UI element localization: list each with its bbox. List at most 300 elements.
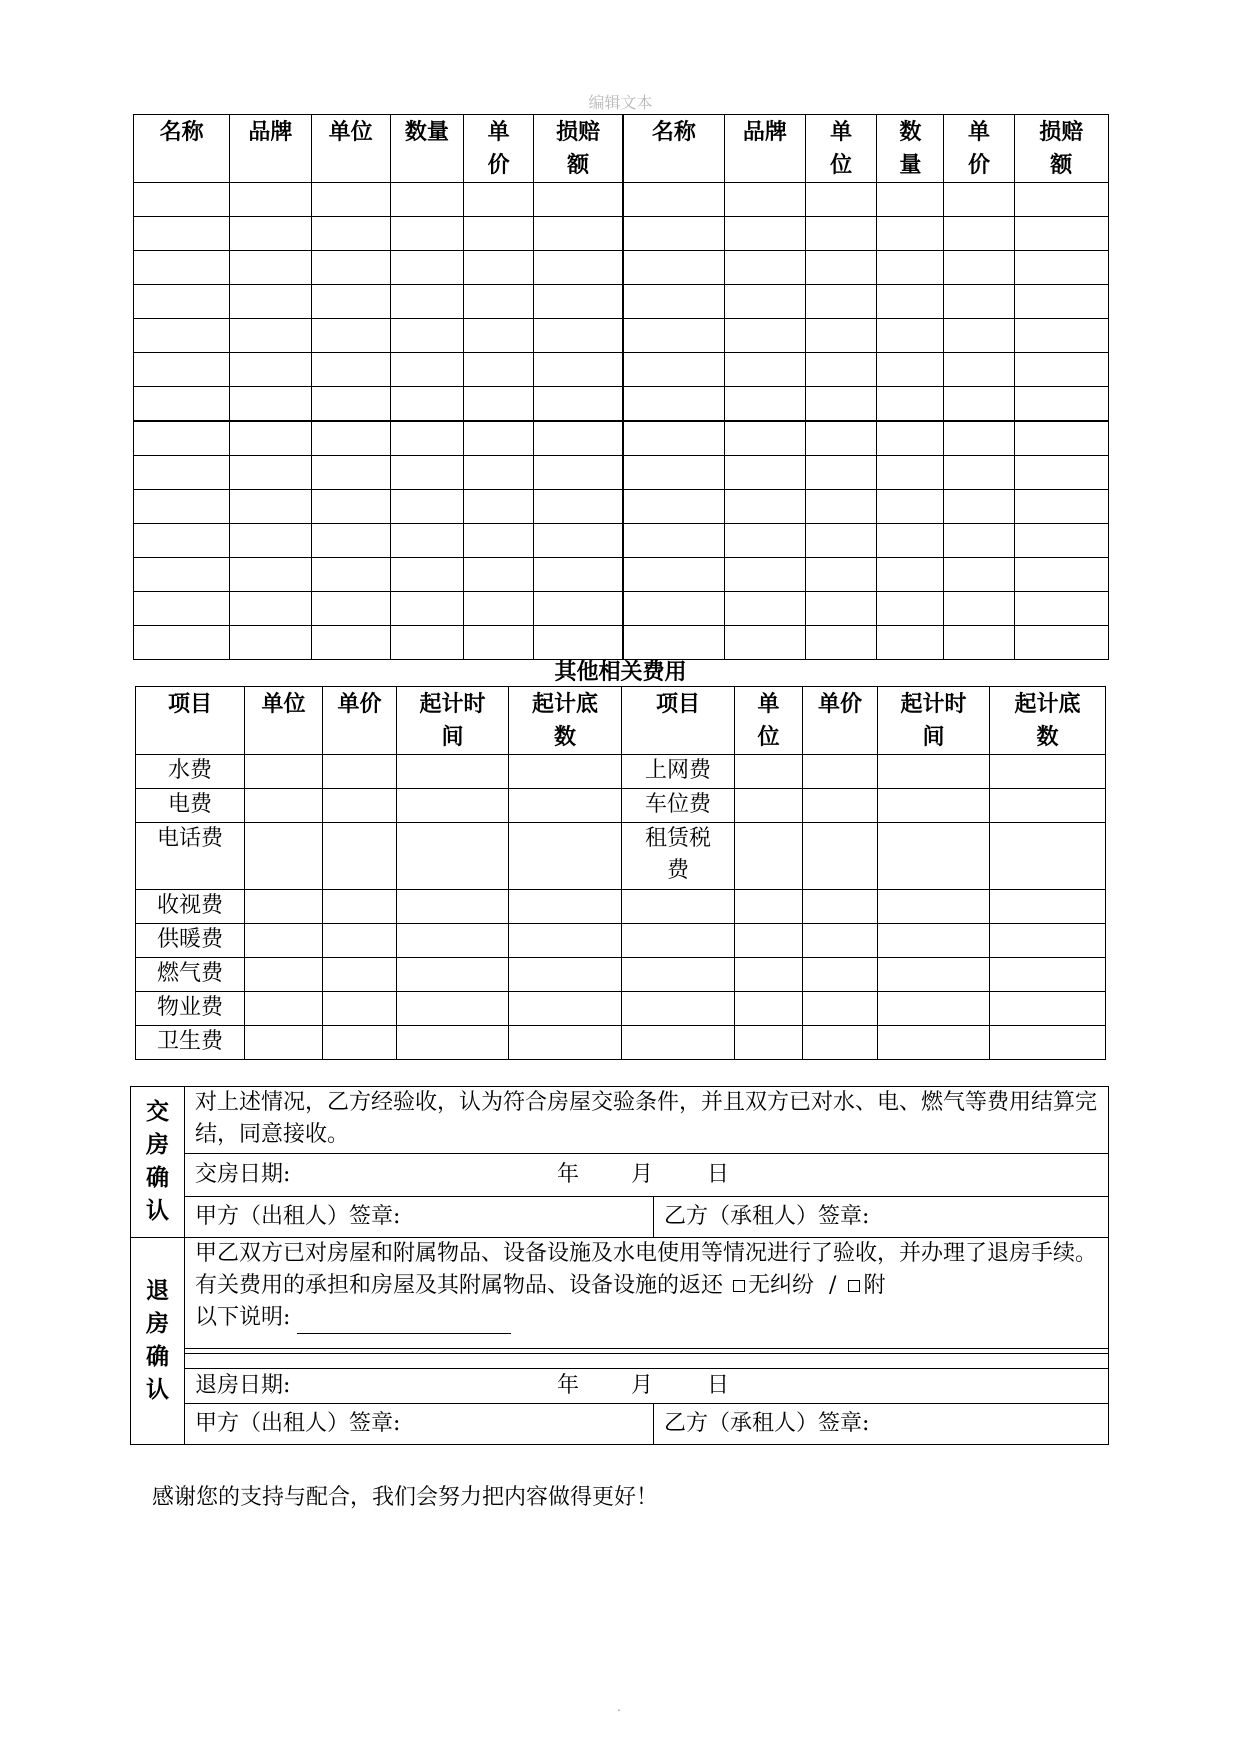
damage-cell[interactable] (806, 456, 877, 490)
handover-month-label: 月 (631, 1162, 654, 1187)
handover-date-cell (185, 1154, 1109, 1197)
damage-cell[interactable] (463, 421, 533, 456)
damage-cell[interactable] (311, 490, 390, 524)
header-cell: 单 位 (806, 115, 877, 183)
damage-cell[interactable] (944, 217, 1014, 251)
fee-cell[interactable] (735, 958, 803, 992)
damage-cell[interactable] (134, 387, 230, 422)
damage-cell[interactable] (806, 490, 877, 524)
damage-cell[interactable] (534, 592, 623, 626)
fee-cell[interactable] (878, 789, 990, 823)
damage-cell[interactable] (311, 387, 390, 422)
fee-cell[interactable] (397, 755, 509, 789)
damage-cell[interactable] (1014, 387, 1108, 422)
damage-row (134, 251, 1109, 285)
damage-cell[interactable] (534, 319, 623, 353)
damage-cell[interactable] (1014, 251, 1108, 285)
fee-cell[interactable] (323, 823, 397, 890)
damage-row (134, 524, 1109, 558)
header-cell: 项目 (136, 687, 245, 755)
damage-cell[interactable] (390, 251, 463, 285)
fee-cell[interactable] (397, 1026, 509, 1060)
damage-row (134, 456, 1109, 490)
fee-item-name (622, 890, 735, 924)
fee-cell[interactable] (509, 958, 622, 992)
fee-cell[interactable] (990, 1026, 1106, 1060)
handover-date-label: 交房日期: (195, 1162, 291, 1187)
damage-cell[interactable] (877, 524, 944, 558)
damage-cell[interactable] (134, 592, 230, 626)
damage-cell[interactable] (311, 558, 390, 592)
damage-cell[interactable] (1014, 421, 1108, 456)
damage-cell[interactable] (390, 217, 463, 251)
damage-cell[interactable] (623, 285, 724, 319)
damage-cell[interactable] (623, 558, 724, 592)
damage-row (134, 217, 1109, 251)
damage-cell[interactable] (806, 524, 877, 558)
damage-cell[interactable] (1014, 319, 1108, 353)
damage-cell[interactable] (877, 592, 944, 626)
fee-cell[interactable] (990, 755, 1106, 789)
fee-cell[interactable] (878, 924, 990, 958)
damage-cell[interactable] (134, 183, 230, 217)
fee-cell[interactable] (323, 1026, 397, 1060)
fee-cell[interactable] (803, 958, 878, 992)
damage-cell[interactable] (724, 387, 805, 422)
damage-cell[interactable] (806, 251, 877, 285)
damage-cell[interactable] (724, 456, 805, 490)
handover-party-b-signature: 乙方（承租人）签章: (654, 1197, 1109, 1238)
checkout-day-label: 日 (707, 1373, 730, 1398)
damage-cell[interactable] (534, 387, 623, 422)
damage-cell[interactable] (230, 421, 311, 456)
fee-cell[interactable] (245, 823, 323, 890)
fee-cell[interactable] (878, 823, 990, 890)
damage-cell[interactable] (623, 353, 724, 387)
damage-cell[interactable] (944, 319, 1014, 353)
damage-cell[interactable] (1014, 456, 1108, 490)
fee-cell[interactable] (735, 755, 803, 789)
fee-cell[interactable] (509, 890, 622, 924)
fee-cell[interactable] (803, 890, 878, 924)
fee-cell[interactable] (323, 789, 397, 823)
fee-cell[interactable] (509, 924, 622, 958)
fee-item-name: 电话费 (136, 823, 245, 890)
checkout-statement: 甲乙双方已对房屋和附属物品、设备设施及水电使用等情况进行了验收，并办理了退房手续。有关费用的承担和房屋及其附属物品、设备设施的返还 (195, 1241, 1098, 1298)
damage-cell[interactable] (134, 456, 230, 490)
damage-cell[interactable] (463, 524, 533, 558)
damage-row (134, 592, 1109, 626)
damage-cell[interactable] (463, 387, 533, 422)
damage-cell[interactable] (463, 353, 533, 387)
damage-row (134, 319, 1109, 353)
handover-day-label: 日 (707, 1162, 730, 1187)
damage-cell[interactable] (230, 285, 311, 319)
damage-cell[interactable] (134, 524, 230, 558)
header-cell: 起计底 数 (509, 687, 622, 755)
fee-cell[interactable] (803, 789, 878, 823)
damage-row (134, 387, 1109, 422)
damage-cell[interactable] (390, 592, 463, 626)
fee-cell[interactable] (323, 924, 397, 958)
damage-cell[interactable] (230, 524, 311, 558)
damage-cell[interactable] (877, 217, 944, 251)
fee-row (136, 789, 1106, 823)
damage-cell[interactable] (230, 183, 311, 217)
damage-cell[interactable] (134, 421, 230, 456)
damage-cell[interactable] (724, 353, 805, 387)
damage-cell[interactable] (877, 456, 944, 490)
damage-cell[interactable] (390, 319, 463, 353)
damage-cell[interactable] (534, 217, 623, 251)
damage-cell[interactable] (944, 558, 1014, 592)
damage-cell[interactable] (463, 319, 533, 353)
damage-cell[interactable] (230, 387, 311, 422)
fee-cell[interactable] (735, 1026, 803, 1060)
fee-item-name: 水费 (136, 755, 245, 789)
damage-row (134, 490, 1109, 524)
header-cell: 起计底 数 (990, 687, 1106, 755)
damage-row (134, 421, 1109, 456)
damage-cell[interactable] (806, 353, 877, 387)
damage-cell[interactable] (534, 490, 623, 524)
fee-cell[interactable] (323, 890, 397, 924)
damage-cell[interactable] (623, 490, 724, 524)
fee-cell[interactable] (397, 789, 509, 823)
damage-cell[interactable] (944, 285, 1014, 319)
fee-item-name (622, 1026, 735, 1060)
checkout-date-label: 退房日期: (195, 1373, 291, 1398)
checkout-month-label: 月 (631, 1373, 654, 1398)
damage-row (134, 285, 1109, 319)
fee-cell[interactable] (878, 958, 990, 992)
damage-cell[interactable] (390, 387, 463, 422)
fee-cell[interactable] (803, 755, 878, 789)
damage-cell[interactable] (623, 251, 724, 285)
checkout-party-a-signature: 甲方（出租人）签章: (185, 1404, 654, 1445)
damage-cell[interactable] (806, 421, 877, 456)
fee-item-name (622, 958, 735, 992)
damage-cell[interactable] (724, 524, 805, 558)
handover-statement: 对上述情况，乙方经验收，认为符合房屋交验条件，并且双方已对水、电、燃气等费用结算完结，同意接收。 (185, 1087, 1109, 1154)
damage-cell[interactable] (311, 353, 390, 387)
damage-cell[interactable] (724, 217, 805, 251)
fee-cell[interactable] (803, 823, 878, 890)
option-separator: / (829, 1273, 837, 1298)
checkout-side-label: 退 房 确 认 (131, 1238, 185, 1445)
damage-cell[interactable] (311, 217, 390, 251)
fee-cell[interactable] (323, 958, 397, 992)
header-cell: 品牌 (724, 115, 805, 183)
fee-cell[interactable] (245, 1026, 323, 1060)
header-cell: 品牌 (230, 115, 311, 183)
fee-cell[interactable] (735, 992, 803, 1026)
header-cell: 损赔 额 (534, 115, 623, 183)
header-cell: 项目 (622, 687, 735, 755)
damage-cell[interactable] (1014, 592, 1108, 626)
damage-cell[interactable] (463, 558, 533, 592)
fee-row (136, 958, 1106, 992)
fee-cell[interactable] (245, 755, 323, 789)
fee-cell[interactable] (735, 924, 803, 958)
damage-cell[interactable] (463, 456, 533, 490)
header-cell: 单 价 (944, 115, 1014, 183)
damage-cell[interactable] (311, 524, 390, 558)
damage-compensation-table (133, 114, 1109, 660)
damage-cell[interactable] (230, 217, 311, 251)
damage-cell[interactable] (806, 319, 877, 353)
damage-cell[interactable] (311, 251, 390, 285)
thanks-message: 感谢您的支持与配合，我们会努力把内容做得更好！ (152, 1485, 659, 1510)
fee-cell[interactable] (735, 823, 803, 890)
note-label: 以下说明: (195, 1305, 291, 1330)
damage-cell[interactable] (534, 558, 623, 592)
fee-cell[interactable] (397, 992, 509, 1026)
fee-cell[interactable] (878, 1026, 990, 1060)
damage-cell[interactable] (230, 251, 311, 285)
damage-cell[interactable] (806, 592, 877, 626)
damage-cell[interactable] (463, 251, 533, 285)
damage-cell[interactable] (134, 490, 230, 524)
damage-cell[interactable] (534, 456, 623, 490)
fee-row (136, 823, 1106, 890)
damage-cell[interactable] (230, 456, 311, 490)
header-cell: 数 量 (877, 115, 944, 183)
damage-cell[interactable] (623, 183, 724, 217)
damage-cell[interactable] (806, 285, 877, 319)
damage-cell[interactable] (1014, 183, 1108, 217)
fee-cell[interactable] (735, 890, 803, 924)
damage-cell[interactable] (944, 524, 1014, 558)
header-cell: 名称 (623, 115, 724, 183)
damage-cell[interactable] (877, 490, 944, 524)
fee-cell[interactable] (397, 823, 509, 890)
checkout-statement-cell (185, 1238, 1109, 1369)
note-continuation-line (185, 1348, 1108, 1354)
fee-cell[interactable] (803, 924, 878, 958)
damage-cell[interactable] (134, 285, 230, 319)
damage-cell[interactable] (806, 558, 877, 592)
damage-cell[interactable] (311, 285, 390, 319)
damage-cell[interactable] (944, 592, 1014, 626)
damage-cell[interactable] (534, 251, 623, 285)
fee-cell[interactable] (878, 992, 990, 1026)
header-cell: 起计时 间 (397, 687, 509, 755)
damage-cell[interactable] (623, 421, 724, 456)
fee-cell[interactable] (397, 924, 509, 958)
damage-cell[interactable] (311, 421, 390, 456)
damage-cell[interactable] (623, 456, 724, 490)
damage-cell[interactable] (390, 456, 463, 490)
damage-cell[interactable] (944, 421, 1014, 456)
fee-item-name: 物业费 (136, 992, 245, 1026)
damage-cell[interactable] (623, 319, 724, 353)
damage-cell[interactable] (623, 217, 724, 251)
note-blank-line[interactable] (297, 1309, 511, 1334)
damage-cell[interactable] (944, 490, 1014, 524)
fee-cell[interactable] (245, 924, 323, 958)
header-cell: 单 位 (735, 687, 803, 755)
damage-cell[interactable] (877, 285, 944, 319)
damage-cell[interactable] (724, 490, 805, 524)
checkout-party-b-signature: 乙方（承租人）签章: (654, 1404, 1109, 1445)
damage-cell[interactable] (534, 524, 623, 558)
damage-row (134, 183, 1109, 217)
damage-cell[interactable] (390, 285, 463, 319)
damage-cell[interactable] (230, 353, 311, 387)
damage-cell[interactable] (230, 490, 311, 524)
damage-cell[interactable] (944, 251, 1014, 285)
damage-cell[interactable] (724, 251, 805, 285)
fee-cell[interactable] (245, 958, 323, 992)
fees-section-title: 其他相关费用 (554, 660, 687, 685)
damage-cell[interactable] (944, 353, 1014, 387)
damage-cell[interactable] (390, 421, 463, 456)
damage-cell[interactable] (877, 558, 944, 592)
damage-cell[interactable] (534, 285, 623, 319)
damage-cell[interactable] (230, 592, 311, 626)
fee-cell[interactable] (803, 1026, 878, 1060)
header-cell: 单位 (311, 115, 390, 183)
fee-row (136, 992, 1106, 1026)
damage-cell[interactable] (534, 353, 623, 387)
confirmation-table (130, 1086, 1109, 1445)
watermark-text: 编辑文本 (588, 93, 653, 112)
fee-cell[interactable] (735, 789, 803, 823)
fee-cell[interactable] (509, 823, 622, 890)
damage-cell[interactable] (1014, 353, 1108, 387)
damage-cell[interactable] (134, 217, 230, 251)
damage-cell[interactable] (623, 387, 724, 422)
damage-cell[interactable] (463, 285, 533, 319)
fee-cell[interactable] (990, 924, 1106, 958)
header-cell: 单位 (245, 687, 323, 755)
damage-cell[interactable] (134, 558, 230, 592)
fee-item-name: 卫生费 (136, 1026, 245, 1060)
fee-cell[interactable] (878, 755, 990, 789)
damage-cell[interactable] (390, 490, 463, 524)
damage-cell[interactable] (311, 592, 390, 626)
damage-cell[interactable] (534, 421, 623, 456)
damage-cell[interactable] (877, 183, 944, 217)
fee-cell[interactable] (509, 992, 622, 1026)
damage-cell[interactable] (623, 592, 724, 626)
fee-cell[interactable] (990, 958, 1106, 992)
damage-cell[interactable] (944, 183, 1014, 217)
damage-cell[interactable] (1014, 285, 1108, 319)
fee-cell[interactable] (323, 992, 397, 1026)
damage-cell[interactable] (390, 353, 463, 387)
damage-cell[interactable] (463, 217, 533, 251)
fee-cell[interactable] (990, 992, 1106, 1026)
damage-cell[interactable] (134, 319, 230, 353)
damage-cell[interactable] (463, 183, 533, 217)
damage-cell[interactable] (724, 558, 805, 592)
damage-cell[interactable] (390, 558, 463, 592)
damage-cell[interactable] (877, 421, 944, 456)
damage-cell[interactable] (134, 353, 230, 387)
damage-cell[interactable] (463, 490, 533, 524)
no-dispute-label: 无纠纷 (748, 1273, 815, 1298)
damage-row (134, 353, 1109, 387)
handover-year-label: 年 (557, 1162, 580, 1187)
fee-row (136, 755, 1106, 789)
damage-cell[interactable] (311, 456, 390, 490)
damage-cell[interactable] (724, 421, 805, 456)
fee-cell[interactable] (245, 789, 323, 823)
fee-cell[interactable] (245, 890, 323, 924)
footer-mark: . (617, 1700, 621, 1714)
damage-cell[interactable] (390, 183, 463, 217)
damage-cell[interactable] (534, 183, 623, 217)
fee-cell[interactable] (509, 789, 622, 823)
fee-cell[interactable] (509, 1026, 622, 1060)
fee-row (136, 924, 1106, 958)
damage-cell[interactable] (230, 319, 311, 353)
fee-item-name (622, 992, 735, 1026)
attached-note-checkbox[interactable] (848, 1280, 860, 1292)
fee-cell[interactable] (803, 992, 878, 1026)
fee-cell[interactable] (990, 789, 1106, 823)
header-cell: 单价 (803, 687, 878, 755)
fee-cell[interactable] (397, 890, 509, 924)
fee-item-name: 租赁税 费 (622, 823, 735, 890)
fee-cell[interactable] (509, 755, 622, 789)
damage-cell[interactable] (1014, 217, 1108, 251)
damage-cell[interactable] (134, 251, 230, 285)
damage-cell[interactable] (806, 183, 877, 217)
damage-cell[interactable] (390, 524, 463, 558)
header-cell: 单价 (323, 687, 397, 755)
handover-party-a-signature: 甲方（出租人）签章: (185, 1197, 654, 1238)
other-fees-table (135, 686, 1106, 1060)
damage-cell[interactable] (1014, 490, 1108, 524)
attached-note-label: 附 (863, 1273, 886, 1298)
damage-cell[interactable] (724, 592, 805, 626)
fee-cell[interactable] (990, 890, 1106, 924)
damage-cell[interactable] (724, 183, 805, 217)
damage-cell[interactable] (877, 387, 944, 422)
damage-cell[interactable] (311, 183, 390, 217)
header-cell: 损赔 额 (1014, 115, 1108, 183)
damage-cell[interactable] (1014, 558, 1108, 592)
damage-cell[interactable] (877, 353, 944, 387)
fee-cell[interactable] (245, 992, 323, 1026)
damage-cell[interactable] (877, 319, 944, 353)
damage-cell[interactable] (877, 251, 944, 285)
fee-cell[interactable] (878, 890, 990, 924)
header-cell: 单 价 (463, 115, 533, 183)
damage-cell[interactable] (944, 456, 1014, 490)
no-dispute-checkbox[interactable] (733, 1280, 745, 1292)
damage-cell[interactable] (311, 319, 390, 353)
checkout-year-label: 年 (557, 1373, 580, 1398)
damage-cell[interactable] (806, 217, 877, 251)
damage-cell[interactable] (230, 558, 311, 592)
fee-cell[interactable] (323, 755, 397, 789)
damage-cell[interactable] (724, 319, 805, 353)
fee-cell[interactable] (397, 958, 509, 992)
damage-cell[interactable] (724, 285, 805, 319)
damage-cell[interactable] (623, 524, 724, 558)
damage-cell[interactable] (1014, 524, 1108, 558)
damage-cell[interactable] (944, 387, 1014, 422)
damage-cell[interactable] (463, 592, 533, 626)
fee-cell[interactable] (990, 823, 1106, 890)
fees-header-row (136, 687, 1106, 755)
damage-cell[interactable] (806, 387, 877, 422)
damage-header-row (134, 115, 1109, 183)
